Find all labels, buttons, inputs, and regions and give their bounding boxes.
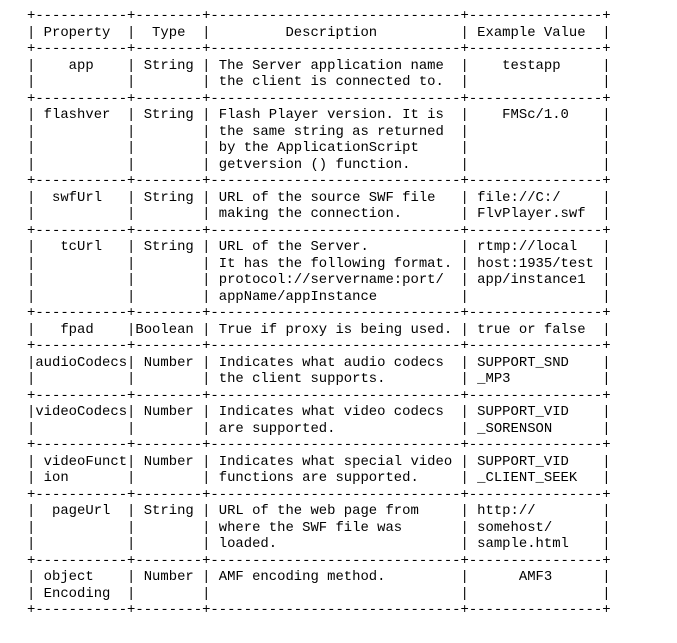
table-border: ---------------- [468, 437, 603, 453]
table-border: ------------------------------ [210, 305, 461, 321]
table-border: ------------------------------ [210, 437, 461, 453]
cell-example: http:// [468, 503, 603, 519]
cell-description: where the SWF file was [210, 519, 461, 536]
cell-type: Number [135, 354, 203, 371]
cell-property: audioCodecs [35, 354, 128, 371]
table-border: ------------------------------ [210, 8, 461, 24]
table-border: ---------------- [468, 90, 603, 107]
table-border: -------- [135, 486, 203, 503]
cell-property: ion [35, 470, 128, 486]
table-border: ----------- [35, 486, 128, 503]
table-border: -------- [135, 222, 203, 239]
cell-example: SUPPORT_SND [468, 354, 603, 371]
cell-description: functions are supported. [210, 470, 461, 486]
table-border: ----------- [35, 338, 128, 354]
table-border: ---------------- [468, 222, 603, 239]
cell-type [135, 74, 202, 90]
cell-property [35, 206, 127, 222]
cell-property [35, 74, 127, 90]
cell-type [135, 371, 202, 387]
properties-table: +-----------+--------+------------------------------+----------------+ | Property | Type | Description | Example Value | +-----------+--------+------------------------------+----------------+ | app | String | The Server application name | testapp | | | | the client is connected to. | | +-----------+--------+------------------------------+----------------+ | flashver | String | Flash Player version. It is | FMSc/1.0 | | | | the same string as returned | | | | | by the ApplicationScript | | | | | getversion () function. | | +-----------+--------+------------------------------+----------------+ | swfUrl | String | URL of the source SWF file | file://C:/ | | | | making the connection. | FlvPlayer.swf | +-----------+--------+------------------------------+----------------+ | tcUrl | String | URL of the Server. | rtmp://local | | | | It has the following format. | host:1935/test | | | | protocol://servername:port/ | app/instance1 | | | | appName/appInstance | | +-----------+--------+------------------------------+----------------+ | fpad |Boolean | True if proxy is being used. | true or false | +-----------+--------+------------------------------+----------------+ |audioCodecs| Number | Indicates what audio codecs | SUPPORT_SND | | | | the client supports. | _MP3 | +-----------+--------+------------------------------+----------------+ |videoCodecs| Number | Indicates what video codecs | SUPPORT_VID | | | | are supported. | _SORENSON | +-----------+--------+------------------------------+----------------+ | videoFunct| Number | Indicates what special video | SUPPORT_VID | | ion | | functions are supported. | _CLIENT_SEEK | +-----------+--------+------------------------------+----------------+ | pageUrl | String | URL of the web page from | http:// | | | | where the SWF file was | somehost/ | | | | loaded. | sample.html | +-----------+--------+------------------------------+----------------+ | object | Number | AMF encoding method. | AMF3 | | Encoding | | | | +-----------+--------+------------------------------+----------------+ [27, 8, 611, 618]
table-border: ---------------- [468, 486, 603, 503]
cell-type [135, 586, 202, 602]
table-border: -------- [135, 173, 203, 189]
table-border: ----------- [35, 602, 128, 618]
cell-example: somehost/ [468, 519, 603, 536]
cell-example: SUPPORT_VID [468, 453, 603, 470]
cell-type: String [135, 57, 203, 74]
cell-description: the same string as returned [210, 123, 461, 140]
table-border: ----------- [35, 8, 128, 24]
cell-example: _CLIENT_SEEK [468, 470, 603, 486]
cell-description: Flash Player version. It is [210, 107, 461, 123]
cell-property [35, 256, 127, 272]
cell-description: The Server application name [210, 57, 461, 74]
cell-description: loaded. [210, 536, 461, 552]
cell-example: FlvPlayer.swf [468, 206, 603, 222]
cell-type [135, 421, 202, 437]
header-type: Type [135, 24, 203, 41]
table-border: -------- [135, 338, 203, 354]
cell-property: videoFunct [35, 453, 128, 470]
table-border: -------- [135, 387, 203, 404]
cell-description: protocol://servername:port/ [210, 272, 461, 288]
table-border: ---------------- [468, 338, 603, 354]
table-border: -------- [135, 90, 203, 107]
cell-type [135, 124, 202, 140]
cell-example [469, 289, 602, 305]
table-border: ------------------------------ [210, 486, 461, 503]
cell-description: URL of the web page from [210, 503, 461, 519]
table-border: -------- [135, 552, 203, 569]
cell-type [135, 536, 202, 552]
table-border: ----------- [35, 222, 128, 239]
cell-example [469, 157, 602, 173]
cell-property [35, 536, 127, 552]
table-border: ------------------------------ [210, 387, 461, 404]
cell-property: app [35, 57, 128, 74]
cell-example: sample.html [468, 536, 603, 552]
cell-example: app/instance1 [468, 272, 603, 288]
cell-description [210, 586, 460, 602]
cell-property [35, 289, 127, 305]
cell-example: testapp [468, 57, 603, 74]
table-border: ---------------- [468, 173, 603, 189]
cell-property: videoCodecs [35, 404, 128, 420]
table-border: ------------------------------ [210, 222, 461, 239]
cell-property [35, 272, 127, 288]
table-border: ---------------- [468, 41, 603, 57]
cell-type [135, 140, 202, 156]
table-border: ---------------- [468, 8, 603, 24]
cell-property: object [35, 569, 128, 585]
table-border: ------------------------------ [210, 173, 461, 189]
cell-example [469, 586, 602, 602]
cell-description: the client supports. [210, 371, 461, 387]
cell-example [469, 140, 602, 156]
cell-example: _MP3 [468, 371, 603, 387]
cell-property [35, 520, 127, 536]
table-border: ------------------------------ [210, 338, 461, 354]
cell-type: Number [135, 569, 203, 585]
table-border: ----------- [35, 41, 128, 57]
cell-example: true or false [468, 321, 603, 338]
table-border: -------- [135, 41, 203, 57]
table-border: ----------- [35, 173, 128, 189]
header-property: Property [35, 24, 128, 41]
table-border: ---------------- [468, 387, 603, 404]
table-border: ------------------------------ [210, 90, 461, 107]
cell-example [469, 74, 602, 90]
cell-description: getversion () function. [210, 156, 461, 173]
cell-type: String [135, 503, 203, 519]
cell-property [35, 140, 127, 156]
cell-description: True if proxy is being used. [210, 321, 461, 338]
cell-type: Number [135, 453, 203, 470]
cell-description: AMF encoding method. [210, 569, 461, 585]
table-border: ----------- [35, 437, 128, 453]
cell-type: String [135, 239, 203, 255]
cell-type: Boolean [135, 321, 203, 338]
table-border: -------- [135, 8, 203, 24]
table-border: -------- [135, 437, 203, 453]
cell-description: making the connection. [210, 206, 461, 222]
cell-property: Encoding [35, 585, 128, 602]
cell-type [135, 470, 202, 486]
cell-property [35, 157, 127, 173]
cell-property: pageUrl [35, 503, 128, 519]
cell-type: String [135, 107, 203, 123]
table-border: -------- [135, 602, 203, 618]
cell-type [135, 256, 202, 272]
cell-example: _SORENSON [468, 420, 603, 437]
cell-type [135, 520, 202, 536]
cell-example: AMF3 [468, 569, 603, 585]
cell-property [35, 124, 127, 140]
cell-type: Number [135, 404, 203, 420]
table-border: ---------------- [468, 602, 603, 618]
cell-property: swfUrl [35, 189, 128, 206]
table-border: ----------- [35, 90, 128, 107]
cell-description: appName/appInstance [210, 288, 461, 305]
cell-property: flashver [35, 107, 128, 123]
cell-description: URL of the source SWF file [210, 189, 461, 206]
cell-type [135, 206, 202, 222]
cell-example: file://C:/ [468, 189, 603, 206]
cell-type [135, 157, 202, 173]
cell-description: URL of the Server. [210, 239, 461, 255]
header-example: Example Value [468, 24, 603, 41]
cell-example [469, 124, 602, 140]
cell-type: String [135, 189, 203, 206]
cell-property [35, 371, 127, 387]
table-border: ------------------------------ [210, 602, 461, 618]
table-border: ---------------- [468, 552, 603, 569]
table-border: ----------- [35, 305, 128, 321]
cell-type [135, 272, 202, 288]
cell-description: Indicates what video codecs [210, 404, 461, 420]
cell-description: Indicates what special video [210, 453, 461, 470]
table-border: ----------- [35, 552, 128, 569]
cell-example: FMSc/1.0 [468, 107, 603, 123]
cell-property [35, 421, 127, 437]
cell-example: host:1935/test [468, 255, 603, 272]
cell-description: the client is connected to. [210, 74, 461, 90]
cell-example: SUPPORT_VID [468, 404, 603, 420]
cell-description: are supported. [210, 420, 461, 437]
table-border: ------------------------------ [210, 552, 461, 569]
table-border: -------- [135, 305, 203, 321]
cell-example: rtmp://local [468, 239, 603, 255]
table-border: ------------------------------ [210, 41, 461, 57]
header-description: Description [210, 24, 461, 41]
cell-description: It has the following format. [210, 255, 461, 272]
table-border: ----------- [35, 387, 128, 404]
cell-property: tcUrl [35, 239, 128, 255]
table-border: ---------------- [468, 305, 603, 321]
cell-property: fpad [35, 321, 128, 338]
cell-description: Indicates what audio codecs [210, 354, 461, 371]
cell-type [135, 289, 202, 305]
cell-description: by the ApplicationScript [210, 140, 461, 156]
